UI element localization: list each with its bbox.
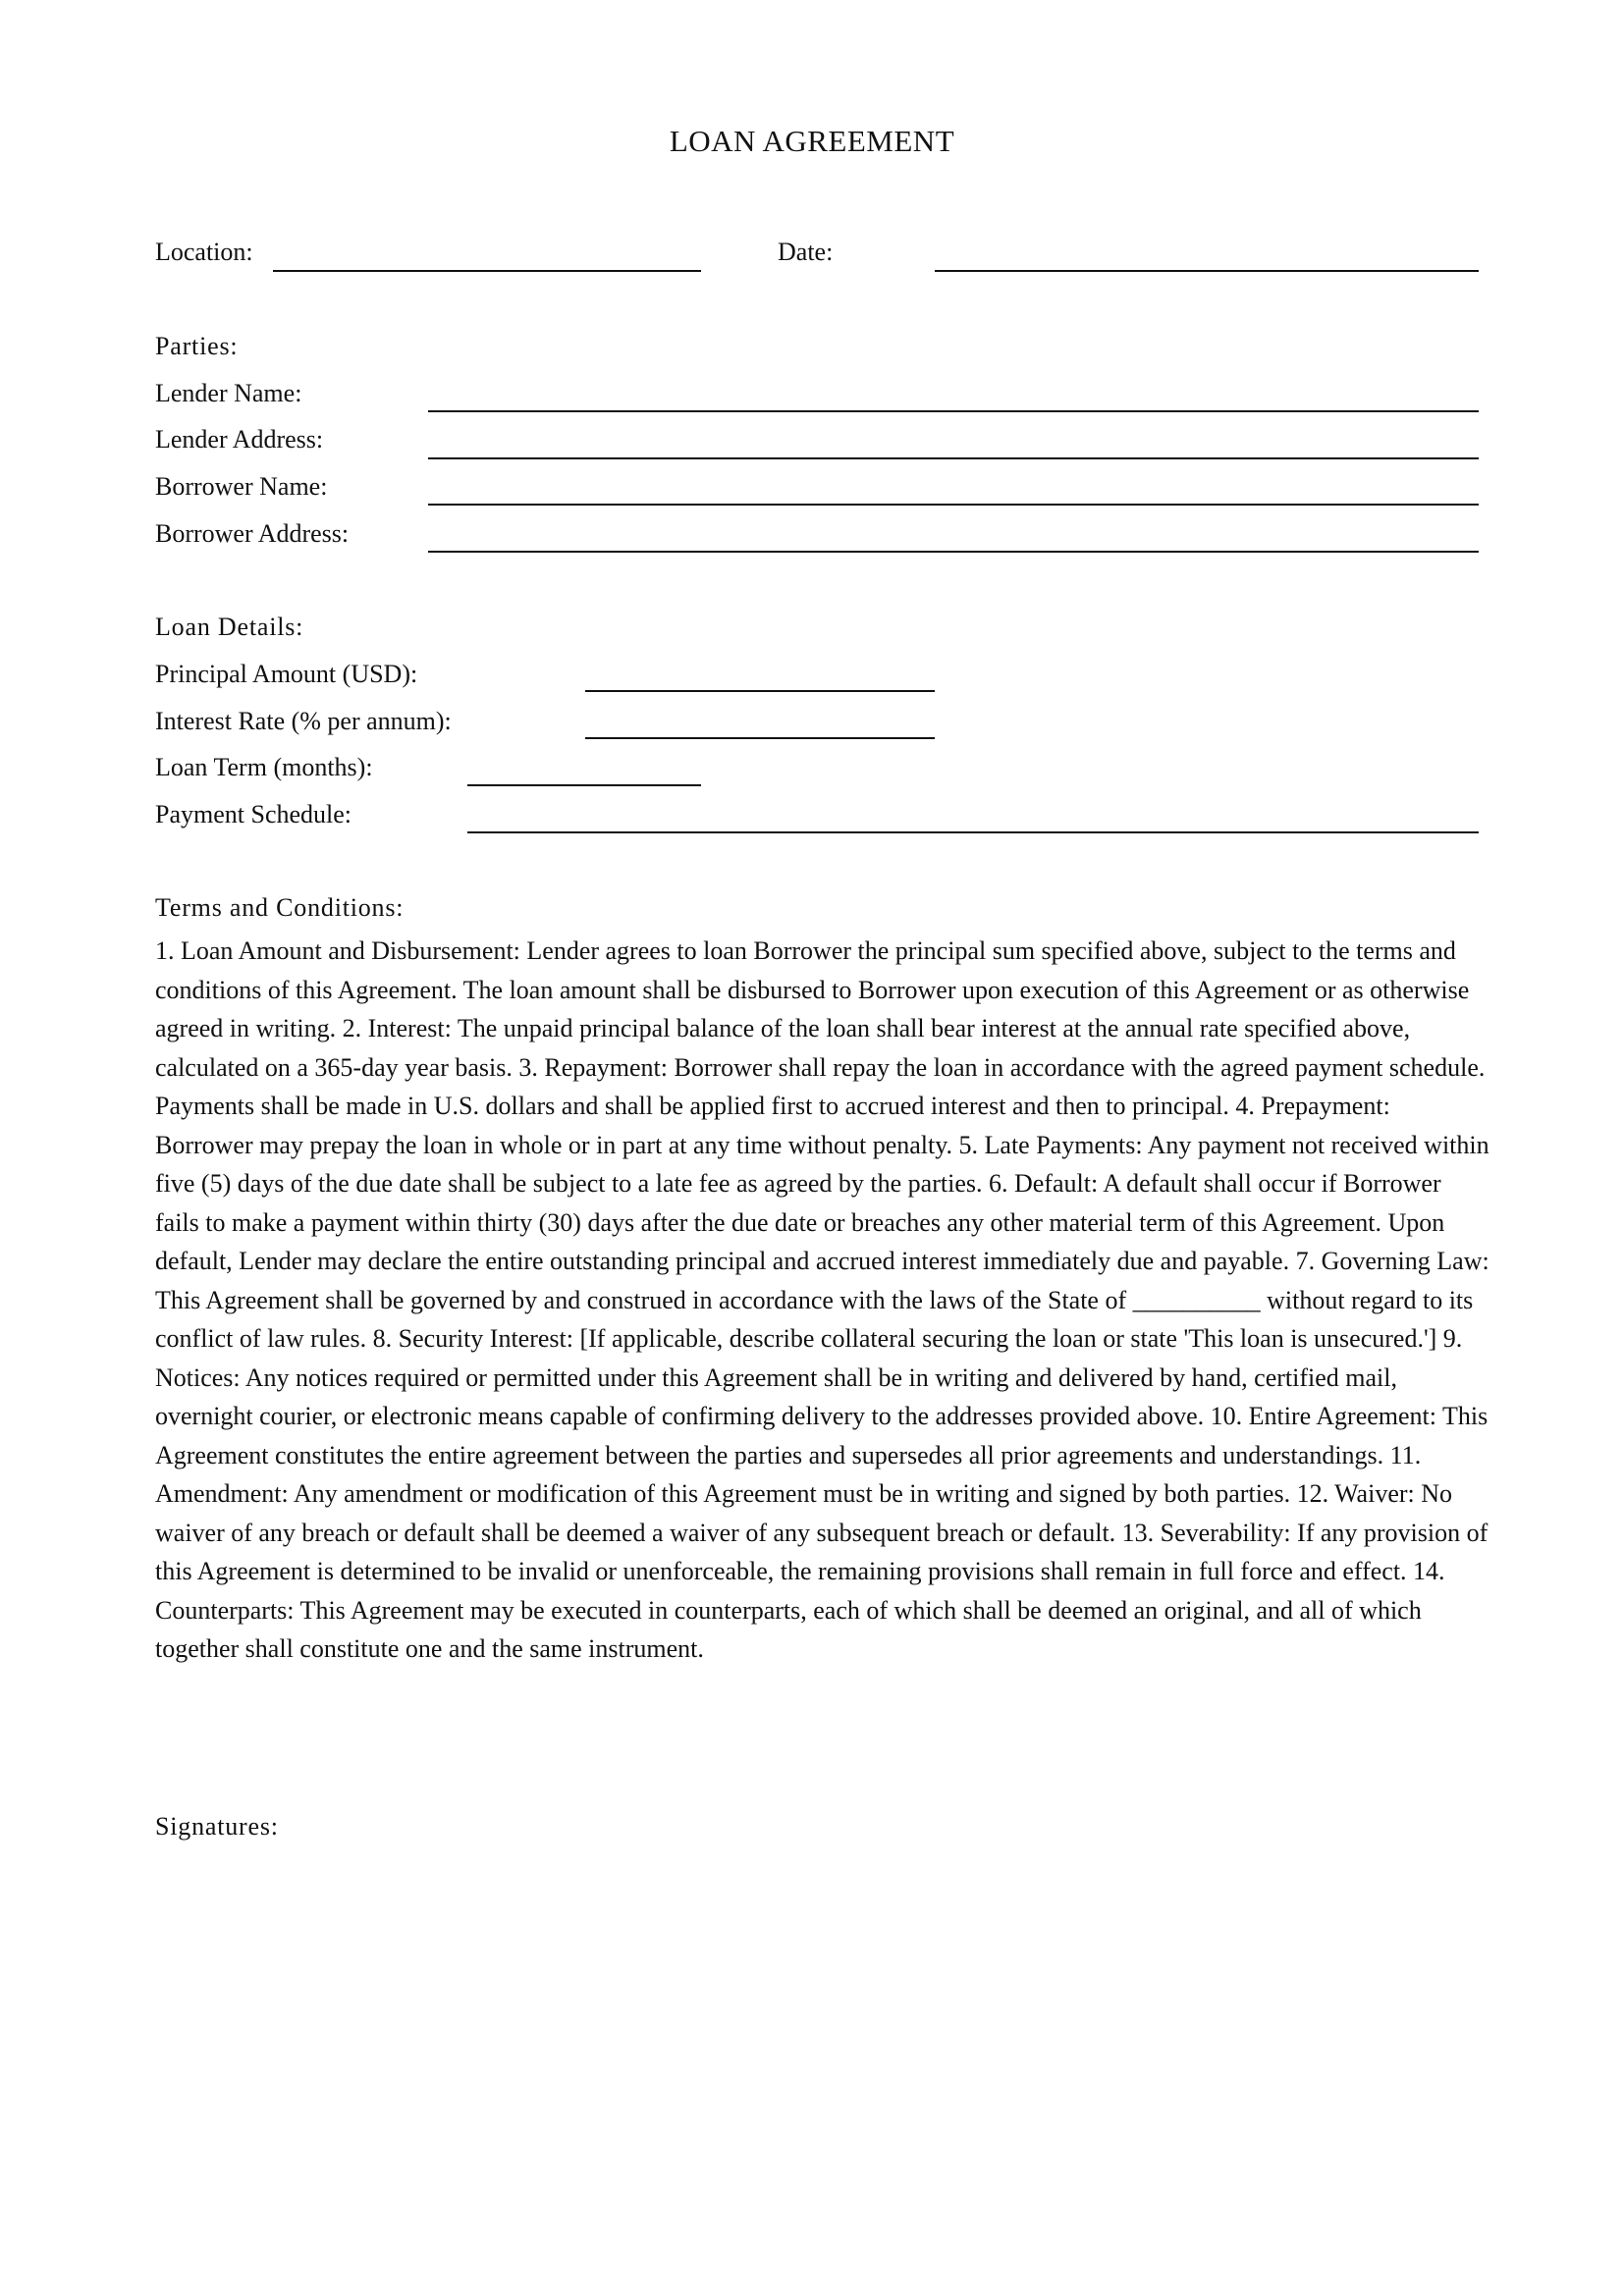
signatures-heading: Signatures: — [155, 1812, 279, 1841]
lender-address-label: Lender Address: — [155, 425, 324, 454]
borrower-name-field-line[interactable] — [428, 504, 1479, 506]
payment-schedule-label: Payment Schedule: — [155, 800, 352, 828]
interest-rate-field-line[interactable] — [585, 737, 935, 739]
document-title: LOAN AGREEMENT — [669, 124, 955, 158]
terms-body-text: 1. Loan Amount and Disbursement: Lender agrees to loan Borrower the principal sum specified above, subject to the terms and conditions of this Agreement. The loan amount shall be disbursed to Borrower upon execution of this Agreement or as otherwise agreed in writing. 2. Interest: The unpaid principal balance of the loan shall bear interest at the annual rate specified above, calculated on a 365-day year basis. 3. Repayment: Borrower shall repay the loan in accordance with the agreed payment schedule. Payments shall be made in U.S. dollars and shall be applied first to accrued interest and then to principal. 4. Prepayment: Borrower may prepay the loan in whole or in part at any time without penalty. 5. Late Payments: Any payment not received within five (5) days of the due date shall be subject to a late fee as agreed by the parties. 6. Default: A default shall occur if Borrower fails to make a payment within thirty (30) days after the due date or breaches any other material term of this Agreement. Upon default, Lender may declare the entire outstanding principal and accrued interest immediately due and payable. 7. Governing Law: This Agreement shall be governed by and construed in accordance with the laws of the State of __________ without regard to its conflict of law rules. 8. Security Interest: [If applicable, describe collateral securing the loan or state 'This loan is unsecured.'] 9. Notices: Any notices required or permitted under this Agreement shall be in writing and delivered by hand, certified mail, overnight courier, or electronic means capable of confirming delivery to the addresses provided above. 10. Entire Agreement: This Agreement constitutes the entire agreement between the parties and supersedes all prior agreements and understandings. 11. Amendment: Any amendment or modification of this Agreement must be in writing and signed by both parties. 12. Waiver: No waiver of any breach or default shall be deemed a waiver of any subsequent breach or default. 13. Severability: If any provision of this Agreement is determined to be invalid or unenforceable, the remaining provisions shall remain in full force and effect. 14. Counterparts: This Agreement may be executed in counterparts, each of which shall be deemed an original, and all of which together shall constitute one and the same instrument. — [155, 936, 1489, 1663]
date-label: Date: — [778, 238, 834, 266]
location-label: Location: — [155, 238, 253, 266]
parties-heading: Parties: — [155, 332, 239, 360]
principal-amount-label: Principal Amount (USD): — [155, 660, 418, 688]
loan-term-label: Loan Term (months): — [155, 753, 373, 781]
principal-amount-field-line[interactable] — [585, 690, 935, 692]
loan-term-field-line[interactable] — [467, 784, 701, 786]
interest-rate-label: Interest Rate (% per annum): — [155, 707, 452, 735]
date-field-line[interactable] — [935, 270, 1479, 272]
borrower-address-field-line[interactable] — [428, 551, 1479, 553]
terms-heading: Terms and Conditions: — [155, 893, 405, 922]
borrower-name-label: Borrower Name: — [155, 472, 328, 501]
lender-name-label: Lender Name: — [155, 379, 302, 407]
payment-schedule-field-line[interactable] — [467, 831, 1479, 833]
borrower-address-label: Borrower Address: — [155, 519, 350, 548]
loan-details-heading: Loan Details: — [155, 613, 304, 641]
lender-name-field-line[interactable] — [428, 410, 1479, 412]
lender-address-field-line[interactable] — [428, 457, 1479, 459]
location-field-line[interactable] — [273, 270, 701, 272]
